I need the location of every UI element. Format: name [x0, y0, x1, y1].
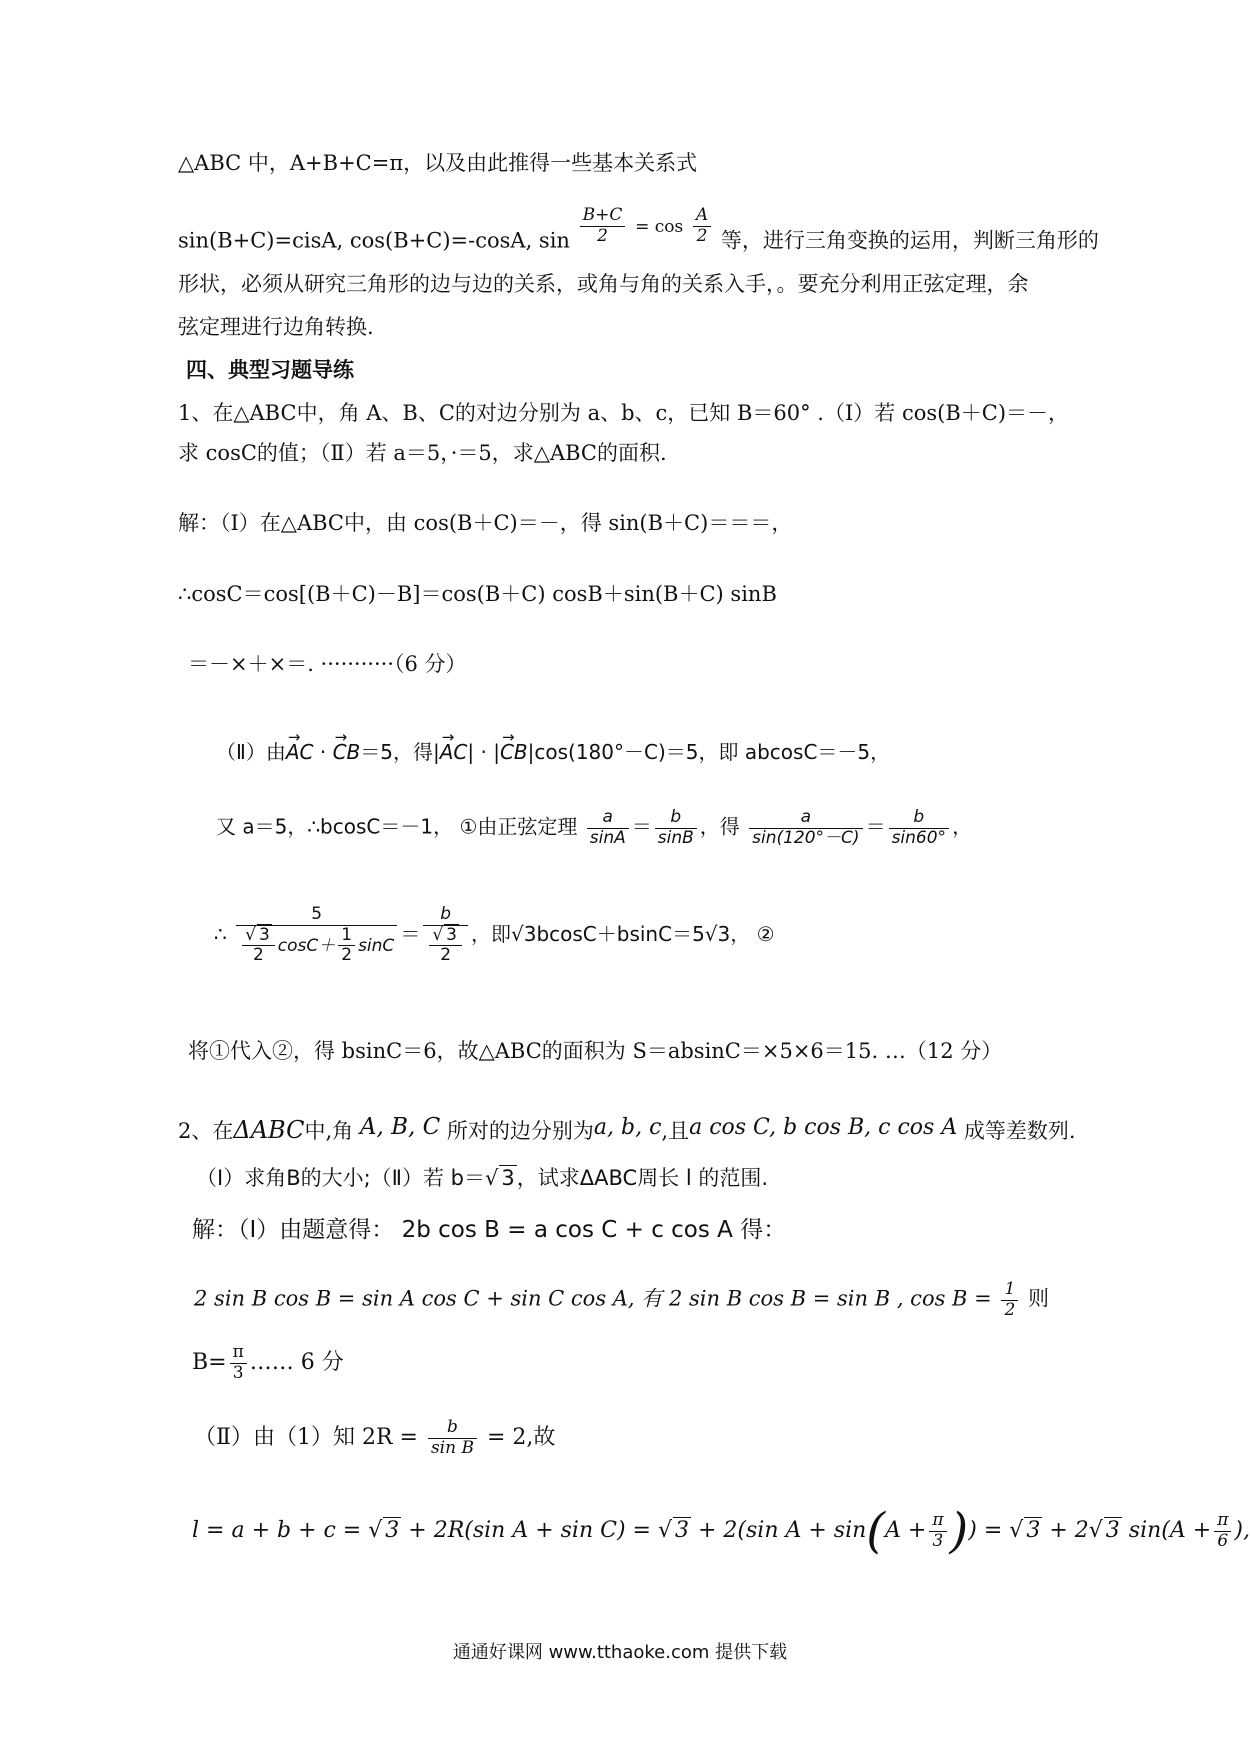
s2-text-a: 2 sin B cos B = sin A cos C + sin C cos A, 有 2 sin B cos B = sin B , cos B =	[194, 1286, 992, 1311]
sin-c-term: sinC	[358, 935, 395, 956]
intro-line-2-suffix: 等，进行三角变换的运用，判断三角形的	[720, 228, 1099, 253]
fraction-1-over-2	[338, 926, 355, 966]
q2-line-2-text-b: ，试求ΔABC周长 l 的范围.	[516, 1166, 769, 1190]
s5-text-d: A +	[885, 1518, 927, 1544]
fraction-b-over-sinb	[655, 808, 697, 848]
problem-1-question-line-2: 求 cosC的值；（Ⅱ）若 a＝5，·＝5，求△ABC的面积.	[178, 441, 667, 465]
sqrt-radicand: 3	[1105, 1518, 1120, 1544]
fraction-b-over-sqrt3-2	[423, 905, 468, 966]
sqrt-radicand: 3	[385, 1518, 400, 1544]
sqrt-radicand: 3	[1026, 1518, 1041, 1544]
sqrt-radicand: 3	[446, 924, 457, 945]
part-2-text-b: ＝5，得|	[360, 740, 440, 764]
vector-ac-magnitude: → AC	[440, 737, 468, 767]
fraction-1-over-2	[1001, 1280, 1018, 1320]
problem-1-part-2-line-1	[216, 737, 890, 767]
fraction-numerator: B+C	[580, 206, 626, 227]
dot-operator: ·	[319, 740, 327, 764]
problem-2-solution-line-4	[194, 1418, 555, 1458]
cos-c-term: cosC＋	[277, 935, 336, 956]
fraction-denominator: 2	[253, 945, 264, 966]
fraction-a-over-sin120-minus-c	[749, 808, 862, 848]
fraction-b-over-sinb	[428, 1418, 477, 1458]
intro-line-2	[178, 205, 1099, 262]
therefore-symbol: ∴	[214, 921, 227, 946]
problem-1-part-2-line-3	[214, 905, 775, 966]
fraction-numerator: √ 3	[242, 926, 275, 947]
q2-text-d: ,且	[661, 1119, 690, 1143]
fraction-denominator: sin B	[430, 1437, 474, 1458]
part-2-line-2-text-c: ，	[952, 814, 973, 839]
fraction-sqrt3-over-2	[242, 926, 275, 966]
fraction-denominator: 6	[1217, 1530, 1229, 1551]
sqrt-radicand: 3	[258, 924, 270, 945]
fraction-denominator: sinB	[657, 827, 694, 848]
intro-line-4: 弦定理进行边角转换.	[178, 315, 374, 339]
fraction-denominator: 2	[341, 945, 353, 966]
section-heading: 四、典型习题导练	[186, 357, 354, 382]
intro-line-2-prefix: sin(B+C)=cisA, cos(B+C)=-cosA, sin	[178, 228, 570, 253]
vector-cb-magnitude: → CB	[500, 737, 528, 767]
fraction-denominator: 3	[232, 1362, 244, 1383]
s3-text-a: B=	[192, 1350, 227, 1376]
fraction-b-over-sin60	[889, 808, 950, 848]
fraction-denominator	[423, 926, 468, 966]
fraction-denominator: 2	[440, 945, 452, 966]
fraction-denominator: sin(120°－C)	[752, 827, 860, 848]
s5-text-b: + 2R(sin A + sin C) =	[408, 1518, 651, 1544]
q2-line-2-text-a: （Ⅰ）求角B的大小;（Ⅱ）若 b＝	[196, 1166, 486, 1190]
vector-cb: → CB	[333, 737, 361, 767]
part-2-text-a: （Ⅱ）由	[216, 740, 286, 764]
s2-text-b: 则	[1027, 1286, 1049, 1311]
fraction-numerator: a	[749, 808, 862, 829]
left-paren: (	[866, 1503, 886, 1560]
problem-1-solution-line-1: 解：（Ⅰ）在△ABC中，由 cos(B＋C)＝－，得 sin(B＋C)＝＝＝，	[178, 511, 793, 535]
fraction-numerator: 5	[236, 905, 397, 926]
problem-1-question-line-1: 1、在△ABC中，角 A、B、C的对边分别为 a、b、c，已知 B＝60° .（Ⅰ）若 cos(B＋C)＝－，	[178, 401, 1070, 425]
problem-2-question-line-2: （Ⅰ）求角B的大小;（Ⅱ）若 b＝√ 3，试求ΔABC周长 l 的范围.	[196, 1166, 769, 1190]
right-paren: )	[949, 1503, 969, 1560]
fraction-denominator: 2	[1004, 1299, 1016, 1320]
equals-sign: ＝	[400, 921, 421, 946]
intro-line-1: △ABC 中，A+B+C=π，以及由此推得一些基本关系式	[178, 151, 698, 175]
sides-abc: a, b, c	[593, 1115, 662, 1140]
part-2-line-2-text-b: ，得	[699, 814, 740, 839]
sqrt-radicand: 3	[501, 1166, 515, 1190]
fraction-a-over-sina	[587, 808, 629, 848]
fraction-numerator: A	[693, 206, 711, 227]
fraction-5-over-expression	[236, 905, 397, 966]
problem-1-conclusion: 将①代入②，得 bsinC＝6，故△ABC的面积为 S＝absinC＝×5×6＝15. …（12 分）	[188, 1039, 1003, 1063]
problem-1-solution-line-2: ∴cosC＝cos[(B＋C)－B]＝cos(B＋C) cosB＋sin(B＋C) sinB	[178, 582, 777, 606]
equals-sign: ＝	[631, 814, 652, 839]
q2-text-a: 2、在	[178, 1119, 234, 1143]
fraction-numerator: 1	[338, 926, 355, 947]
fraction-a-over-2	[693, 206, 711, 246]
intro-line-3: 形状，必须从研究三角形的边与边的关系，或角与角的关系入手，。要充分利用正弦定理，余	[178, 272, 1029, 296]
q2-text-c: 所对的边分别为	[446, 1119, 594, 1143]
part-2-line-2-text-a: 又 a＝5，∴bcosC＝－1， ①由正弦定理	[216, 814, 578, 839]
fraction-pi-over-3	[929, 1511, 946, 1551]
fraction-numerator: b	[889, 808, 950, 829]
s3-text-b: …… 6 分	[249, 1350, 344, 1376]
cosine-terms: a cos C, b cos B, c cos A	[689, 1115, 958, 1140]
s5-text-g: sin(A +	[1128, 1518, 1212, 1544]
problem-2-solution-line-2	[194, 1280, 1049, 1320]
problem-1-part-2-line-2	[216, 808, 972, 848]
problem-2-question-line-1	[178, 1115, 1076, 1147]
fraction-numerator: π	[230, 1343, 247, 1364]
fraction-denominator: 2	[696, 225, 708, 246]
equals-cos: = cos	[635, 216, 684, 237]
angles-abc: A, B, C	[359, 1114, 441, 1140]
s5-text-e: ) =	[968, 1518, 1003, 1544]
fraction-denominator: 2	[597, 225, 608, 246]
page-footer: 通通好课网 www.tthaoke.com 提供下载	[452, 1642, 788, 1663]
fraction-numerator: π	[1214, 1511, 1231, 1532]
part-2-text-c: | · |	[467, 740, 500, 764]
fraction-numerator: b	[428, 1418, 477, 1439]
fraction-denominator: sin60°	[891, 827, 947, 848]
fraction-numerator: a	[587, 808, 629, 829]
triangle-abc: ΔABC	[233, 1116, 305, 1144]
problem-2-solution-line-1: 解：（Ⅰ）由题意得： 2b cos B = a cos C + c cos A 得：	[192, 1217, 787, 1243]
s5-text-f: + 2	[1049, 1518, 1089, 1544]
fraction-numerator: 1	[1001, 1280, 1018, 1301]
q2-text-e: 成等差数列.	[963, 1119, 1076, 1143]
fraction-denominator	[236, 926, 397, 966]
part-2-text-d: |cos(180°－C)＝5，即 abcosC＝－5，	[527, 740, 891, 764]
s4-text-a: （Ⅱ）由（1）知 2R =	[194, 1425, 418, 1451]
s5-text-a: l = a + b + c =	[192, 1518, 362, 1544]
fraction-sqrt3-over-2	[429, 926, 462, 966]
problem-2-solution-line-3	[192, 1343, 344, 1383]
equals-sign: ＝	[865, 814, 886, 839]
fraction-pi-over-6	[1214, 1511, 1231, 1551]
q2-text-b: 中,角	[304, 1119, 354, 1143]
fraction-denominator: 3	[932, 1530, 944, 1551]
fraction-numerator: b	[655, 808, 697, 829]
problem-2-solution-line-5: l = a + b + c = √ 3 + 2R(sin A + sin C) = √ 3 + 2(sin A + sin(A + $\frac{\pi}{3}$ )) = √ 3 + 2√ 3 sin(A + $\frac{\pi}{6}$ ),	[192, 1503, 1250, 1560]
fraction-denominator: sinA	[589, 827, 626, 848]
fraction-numerator: √ 3	[429, 926, 462, 947]
s5-text-h: ),	[1234, 1518, 1250, 1544]
sqrt-radicand: 3	[674, 1518, 689, 1544]
fraction-numerator: π	[929, 1511, 946, 1532]
part-2-line-3-text: ，即√3bcosC＋bsinC＝5√3， ②	[470, 921, 775, 946]
s4-text-b: = 2,故	[486, 1425, 556, 1451]
s5-text-c: + 2(sin A + sin	[697, 1518, 867, 1544]
fraction-numerator: b	[423, 905, 468, 926]
fraction-pi-over-3	[230, 1343, 247, 1383]
vector-ac: → AC	[286, 737, 314, 767]
problem-1-solution-line-3: ＝－×＋×＝. ···········（6 分）	[188, 652, 467, 676]
fraction-b-plus-c-over-2	[580, 206, 626, 246]
